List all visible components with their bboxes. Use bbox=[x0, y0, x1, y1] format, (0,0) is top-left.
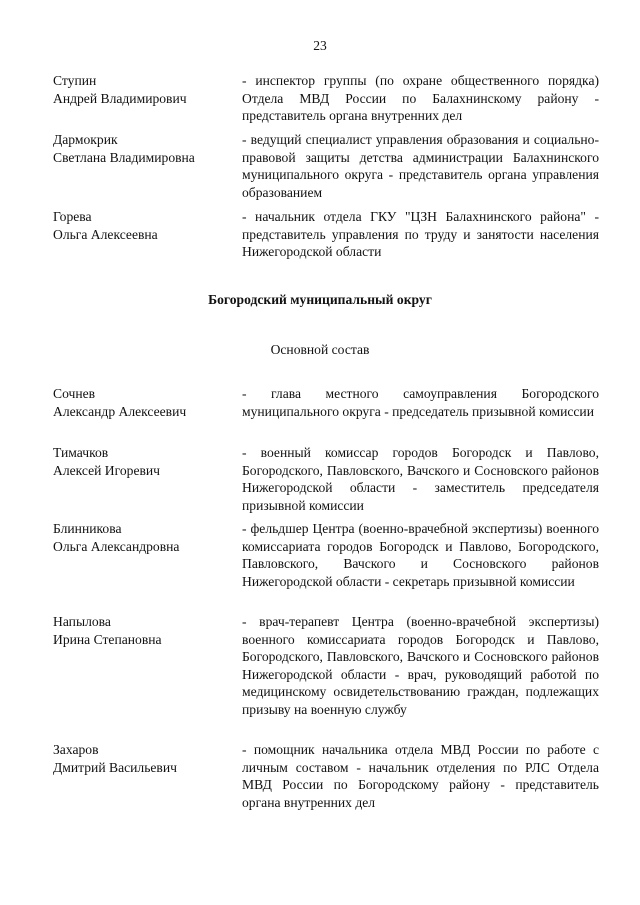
section-title: Богородский муниципальный округ bbox=[208, 292, 432, 307]
member-surname: Напылова bbox=[53, 614, 111, 629]
member-given-name: Александр Алексеевич bbox=[53, 403, 187, 419]
member-name bbox=[53, 444, 238, 479]
member-name bbox=[53, 208, 238, 243]
member-given-name: Алексей Игоревич bbox=[53, 462, 161, 478]
member-surname: Горева bbox=[53, 209, 92, 224]
member-name bbox=[53, 613, 238, 648]
member-role: - инспектор группы (по охране общественного порядка) Отдела МВД России по Балахнинскому району - представитель органа внутренних дел bbox=[242, 73, 599, 124]
member-role: - врач-терапевт Центра (военно-врачебной экспертизы) военного комиссариата городов Богородск и Павлово, Богородского, Павловского, Вачского и Сосновского районов Нижегородской области - врач, руководящий работой по медицинскому освидетельствованию граждан, подлежащих призыву на военную службу bbox=[242, 614, 599, 717]
member-surname: Блинникова bbox=[53, 521, 122, 536]
member-given-name: Андрей Владимирович bbox=[53, 90, 187, 106]
member-role: - помощник начальника отдела МВД России по работе с личным составом - начальник отделения по РЛС Отдела МВД России по Богородскому району - представитель органа внутренних дел bbox=[242, 742, 599, 810]
member-name bbox=[53, 741, 238, 776]
member-role: - ведущий специалист управления образования и социально-правовой защиты детства администрации Балахнинского муниципального округа - представитель органа управления образованием bbox=[242, 132, 599, 200]
member-given-name: Ольга Алексеевна bbox=[53, 226, 158, 242]
member-name bbox=[53, 520, 238, 555]
member-role: - глава местного самоуправления Богородского муниципального округа - председатель призывной комиссии bbox=[242, 386, 599, 419]
member-surname: Дармокрик bbox=[53, 132, 118, 147]
member-surname: Сочнев bbox=[53, 386, 96, 401]
member-name bbox=[53, 385, 238, 420]
member-surname: Тимачков bbox=[53, 445, 109, 460]
subsection-title: Основной состав bbox=[270, 342, 370, 357]
page-number: 23 bbox=[313, 38, 327, 53]
member-given-name: Дмитрий Васильевич bbox=[53, 759, 177, 775]
member-surname: Ступин bbox=[53, 73, 97, 88]
member-given-name: Ирина Степановна bbox=[53, 631, 162, 647]
member-role: - фельдшер Центра (военно-врачебной экспертизы) военного комиссариата городов Богородск и Павлово, Богородского, Павловского, Вачского и Сосновского районов Нижегородской области - секретарь призывной комиссии bbox=[242, 521, 599, 589]
member-name bbox=[53, 72, 238, 107]
member-role: - начальник отдела ГКУ "ЦЗН Балахнинского района" - представитель управления по труду и занятости населения Нижегородской области bbox=[242, 209, 599, 260]
member-name bbox=[53, 131, 238, 166]
member-role: - военный комиссар городов Богородск и Павлово, Богородского, Павловского, Вачского и Сосновского районов Нижегородской области - заместитель председателя призывной комиссии bbox=[242, 445, 599, 513]
member-given-name: Ольга Александровна bbox=[53, 538, 180, 554]
member-surname: Захаров bbox=[53, 742, 99, 757]
member-given-name: Светлана Владимировна bbox=[53, 149, 195, 165]
